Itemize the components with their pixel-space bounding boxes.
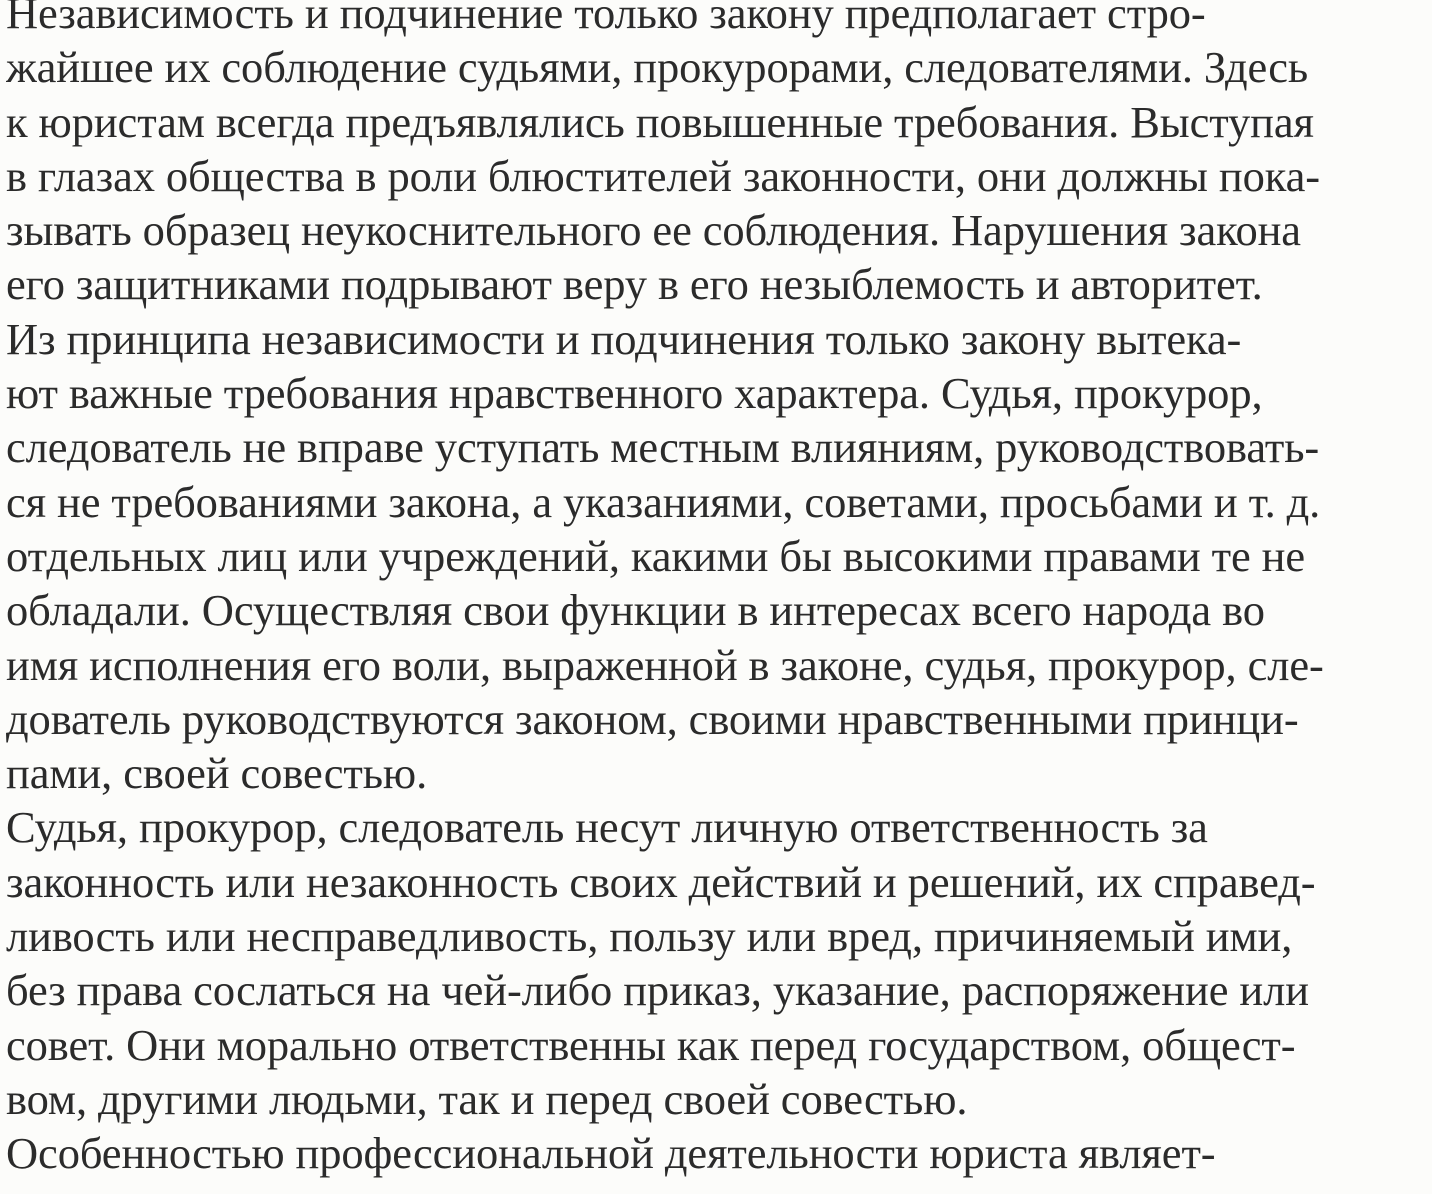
text-line: его защитниками подрывают веру в его незыблемость и авторитет. xyxy=(6,259,1263,310)
text-line: вом, другими людьми, так и перед своей совестью. xyxy=(6,1073,968,1124)
text-line: к юристам всегда предъявлялись повышенные требования. Выступая xyxy=(6,96,1314,147)
text-line: совет. Они морально ответственны как перед государством, общест- xyxy=(6,1019,1296,1070)
text-line: зывать образец неукоснительного ее соблюдения. Нарушения закона xyxy=(6,205,1301,256)
text-line: Особенностью профессиональной деятельности юриста являет- xyxy=(6,1128,1216,1179)
text-line: отдельных лиц или учреждений, какими бы высокими правами те не xyxy=(6,530,1306,581)
text-line: обладали. Осуществляя свои функции в интересах всего народа во xyxy=(6,585,1265,636)
text-line: законность или незаконность своих действий и решений, их справед- xyxy=(6,856,1316,907)
text-line: в глазах общества в роли блюстителей законности, они должны пока- xyxy=(6,150,1320,201)
text-line: Независимость и подчинение только закону предполагает стро- xyxy=(6,0,1206,38)
text-line: дователь руководствуются законом, своими нравственными принци- xyxy=(6,693,1299,744)
text-line: жайшее их соблюдение судьями, прокурорами, следователями. Здесь xyxy=(6,42,1309,93)
text-line: ся не требованиями закона, а указаниями, советами, просьбами и т. д. xyxy=(6,476,1321,527)
document-text xyxy=(6,0,1432,1181)
text-line: имя исполнения его воли, выраженной в законе, судья, прокурор, сле- xyxy=(6,639,1324,690)
text-line: Из принципа независимости и подчинения только закону вытека- xyxy=(6,313,1242,364)
text-line: ливость или несправедливость, пользу или вред, причиняемый ими, xyxy=(6,911,1293,962)
text-line: Судья, прокурор, следователь несут личную ответственность за xyxy=(6,802,1208,853)
text-line: ют важные требования нравственного характера. Судья, прокурор, xyxy=(6,368,1263,419)
text-line: следователь не вправе уступать местным влияниям, руководствовать- xyxy=(6,422,1320,473)
text-line: пами, своей совестью. xyxy=(6,748,428,799)
text-line: без права сослаться на чей-либо приказ, указание, распоряжение или xyxy=(6,965,1309,1016)
